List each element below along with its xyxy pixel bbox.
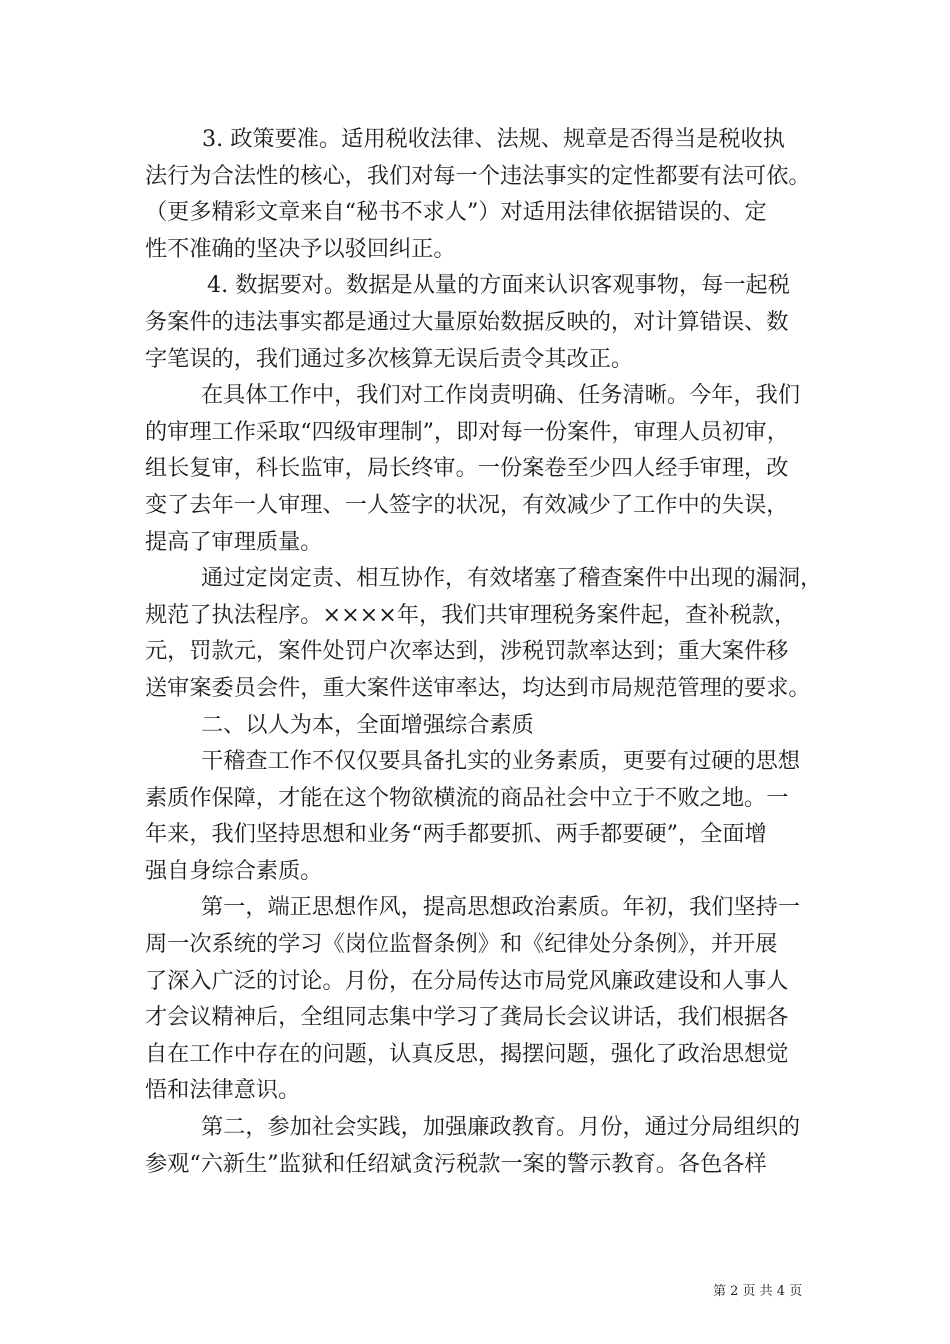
text-line: 素质作保障，才能在这个物欲横流的商品社会中立于不败之地。一	[145, 784, 789, 811]
text-line: 4. 数据要对。数据是从量的方面来认识客观事物，每一起税	[207, 272, 790, 299]
text-line: 悟和法律意识。	[145, 1077, 301, 1104]
text-line: 通过定岗定责、相互协作，有效堵塞了稽查案件中出现的漏洞，	[201, 565, 823, 592]
text-line: 3. 政策要准。适用税收法律、法规、规章是否得当是税收执	[202, 126, 785, 152]
text-line: 才会议精神后，全组同志集中学习了龚局长会议讲话，我们根据各	[145, 1004, 789, 1031]
text-line: 在具体工作中，我们对工作岗责明确、任务清晰。今年，我们	[201, 382, 801, 409]
text-line: 强自身综合素质。	[145, 857, 323, 884]
text-line: 性不准确的坚决予以驳回纠正。	[145, 235, 456, 262]
text-line: 干稽查工作不仅仅要具备扎实的业务素质，更要有过硬的思想	[201, 748, 801, 775]
paragraph-first	[145, 889, 815, 1109]
text-line: （更多精彩文章来自“秘书不求人”）对适用法律依据错误的、定	[145, 199, 767, 226]
section-heading	[145, 707, 815, 744]
text-line: 的审理工作采取“四级审理制”，即对每一份案件，审理人员初审，	[145, 418, 789, 445]
text-line: 务案件的违法事实都是通过大量原始数据反映的，对计算错误、数	[145, 308, 789, 335]
text-line: 了深入广泛的讨论。月份，在分局传达市局党风廉政建设和人事人	[145, 967, 789, 994]
paragraph-quality	[145, 743, 815, 889]
text-line: 字笔误的，我们通过多次核算无误后责令其改正。	[145, 345, 634, 372]
text-line: 元，罚款元，案件处罚户次率达到，涉税罚款率达到；重大案件移	[145, 638, 789, 665]
paragraph-work-duties	[145, 377, 815, 560]
text-line: 法行为合法性的核心，我们对每一个违法事实的定性都要有法可依。	[145, 162, 811, 189]
text-line: 规范了执法程序。××××年，我们共审理税务案件起，查补税款，	[145, 601, 797, 628]
text-line: 第二，参加社会实践，加强廉政教育。月份，通过分局组织的	[201, 1114, 801, 1141]
text-line: 组长复审，科长监审，局长终审。一份案卷至少四人经手审理，改	[145, 455, 789, 482]
text-line: 第一，端正思想作风，提高思想政治素质。年初，我们坚持一	[201, 894, 801, 921]
text-line: 送审案委员会件，重大案件送审率达，均达到市局规范管理的要求。	[145, 674, 811, 701]
paragraph-data	[145, 267, 815, 377]
document-body	[145, 121, 823, 1182]
text-line: 提高了审理质量。	[145, 528, 323, 555]
heading-line: 二、以人为本，全面增强综合素质	[201, 711, 534, 738]
text-line: 自在工作中存在的问题，认真反思，揭摆问题，强化了政治思想觉	[145, 1040, 789, 1067]
page-number: 第 2 页 共 4 页	[713, 1284, 803, 1299]
text-line: 变了去年一人审理、一人签字的状况，有效减少了工作中的失误，	[145, 491, 789, 518]
text-line: 周一次系统的学习《岗位监督条例》和《纪律处分条例》，并开展	[145, 931, 778, 958]
text-line: 参观“六新生”监狱和任绍斌贪污税款一案的警示教育。各色各样	[145, 1150, 767, 1177]
paragraph-cooperation	[145, 560, 823, 706]
paragraph-second	[145, 1109, 815, 1182]
text-line: 年来，我们坚持思想和业务“两手都要抓、两手都要硬”，全面增	[145, 821, 767, 848]
paragraph-policy	[145, 121, 815, 267]
